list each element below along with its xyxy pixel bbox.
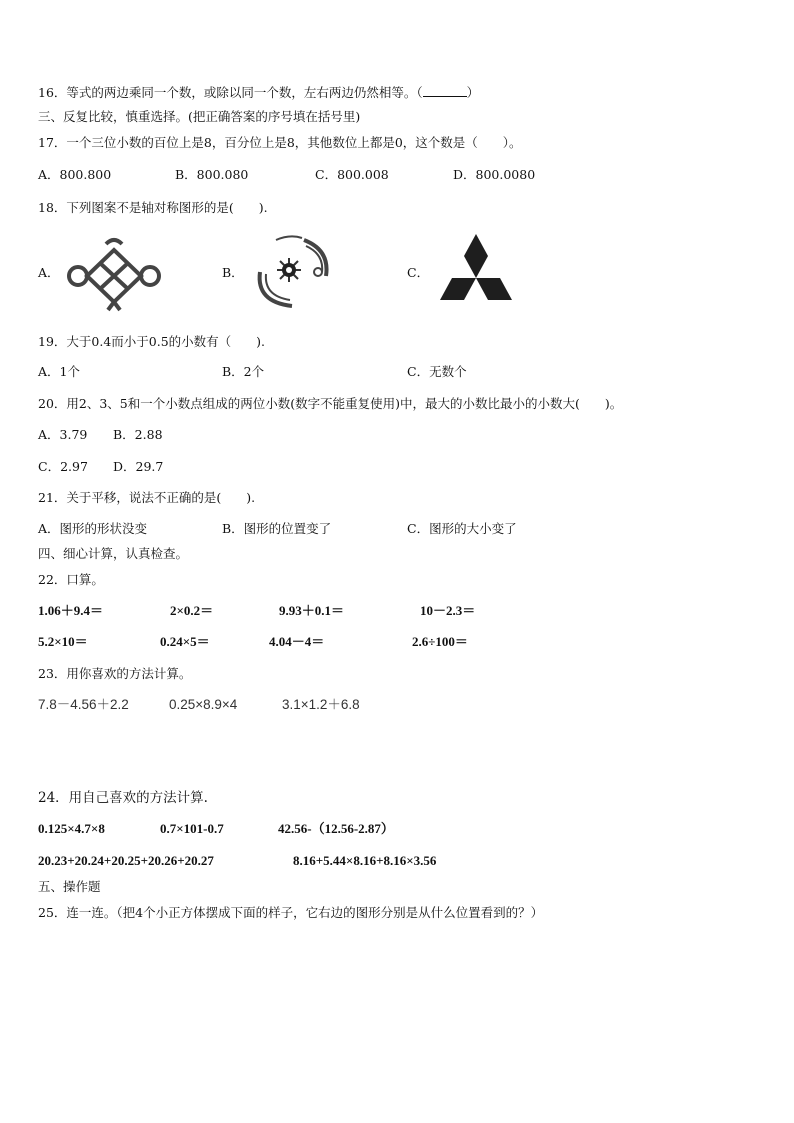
q19-option-c[interactable]: C．无数个 xyxy=(407,364,467,379)
q22-item-1: 1.06＋9.4＝ xyxy=(38,603,104,618)
q24-item-1: 0.125×4.7×8 xyxy=(38,821,105,836)
question-22-stem: 22．口算。 xyxy=(38,572,104,587)
q24-item-4: 20.23+20.24+20.25+20.26+20.27 xyxy=(38,853,214,868)
q23-item-2: 0.25×8.9×4 xyxy=(169,697,238,712)
swirl-emblem-icon xyxy=(246,232,332,312)
q22-item-3: 9.93＋0.1＝ xyxy=(279,603,345,618)
q17-option-d[interactable]: D．800.0080 xyxy=(453,167,536,182)
q23-item-3: 3.1×1.2＋6.8 xyxy=(282,697,360,712)
question-23-stem: 23．用你喜欢的方法计算。 xyxy=(38,666,192,681)
question-24-stem: 24．用自己喜欢的方法计算. xyxy=(38,790,208,806)
q22-item-5: 5.2×10＝ xyxy=(38,634,88,649)
answer-blank[interactable] xyxy=(423,84,467,97)
q22-item-7: 4.04－4＝ xyxy=(269,634,325,649)
question-18-stem: 18．下列图案不是轴对称图形的是( ). xyxy=(38,200,268,215)
question-21-stem: 21．关于平移，说法不正确的是( ). xyxy=(38,490,256,505)
q18-option-c-label[interactable]: C． xyxy=(407,265,430,280)
q22-item-8: 2.6÷100＝ xyxy=(412,634,468,649)
question-16-tail: ） xyxy=(466,85,480,100)
q18-option-a-label[interactable]: A． xyxy=(38,265,60,280)
q21-option-a[interactable]: A．图形的形状没变 xyxy=(38,521,148,536)
q23-item-1: 7.8－4.56＋2.2 xyxy=(38,697,129,712)
q19-option-a[interactable]: A．1个 xyxy=(38,364,80,379)
q22-item-6: 0.24×5＝ xyxy=(160,634,210,649)
question-17-stem: 17．一个三位小数的百位上是8，百分位上是8，其他数位上都是0，这个数是（ ）。 xyxy=(38,135,522,150)
q21-option-c[interactable]: C．图形的大小变了 xyxy=(407,521,517,536)
q20-option-a[interactable]: A．3.79 xyxy=(38,427,88,442)
chinese-knot-icon xyxy=(64,232,164,312)
q20-option-d[interactable]: D．29.7 xyxy=(113,459,164,474)
question-20-stem: 20．用2、3、5和一个小数点组成的两位小数(数字不能重复使用)中，最大的小数比最小的小数大( )。 xyxy=(38,396,623,411)
q22-item-4: 10－2.3＝ xyxy=(420,603,476,618)
section-3-title: 三、反复比较，慎重选择。(把正确答案的序号填在括号里) xyxy=(38,109,361,124)
q20-option-b[interactable]: B．2.88 xyxy=(113,427,163,442)
q24-item-5: 8.16+5.44×8.16+8.16×3.56 xyxy=(293,853,437,868)
section-4-title: 四、细心计算，认真检查。 xyxy=(38,546,189,561)
question-19-stem: 19．大于0.4而小于0.5的小数有（ ). xyxy=(38,334,266,349)
q21-option-b[interactable]: B．图形的位置变了 xyxy=(222,521,332,536)
section-5-title: 五、操作题 xyxy=(38,879,101,894)
q19-option-b[interactable]: B．2个 xyxy=(222,364,265,379)
question-16 xyxy=(38,84,479,101)
q17-option-c[interactable]: C．800.008 xyxy=(315,167,389,182)
q24-item-2: 0.7×101-0.7 xyxy=(160,821,224,836)
q17-option-a[interactable]: A．800.800 xyxy=(38,167,112,182)
question-25-stem: 25．连一连。（把4个小正方体摆成下面的样子，它右边的图形分别是从什么位置看到的？） xyxy=(38,905,544,920)
q20-option-c[interactable]: C．2.97 xyxy=(38,459,88,474)
q18-option-b-label[interactable]: B． xyxy=(222,265,244,280)
q24-item-3: 42.56-（12.56-2.87） xyxy=(278,821,394,836)
question-16-text: 16．等式的两边乘同一个数，或除以同一个数，左右两边仍然相等。（ xyxy=(38,85,423,100)
q17-option-b[interactable]: B．800.080 xyxy=(175,167,249,182)
q22-item-2: 2×0.2＝ xyxy=(170,603,214,618)
three-diamond-icon xyxy=(436,232,518,312)
